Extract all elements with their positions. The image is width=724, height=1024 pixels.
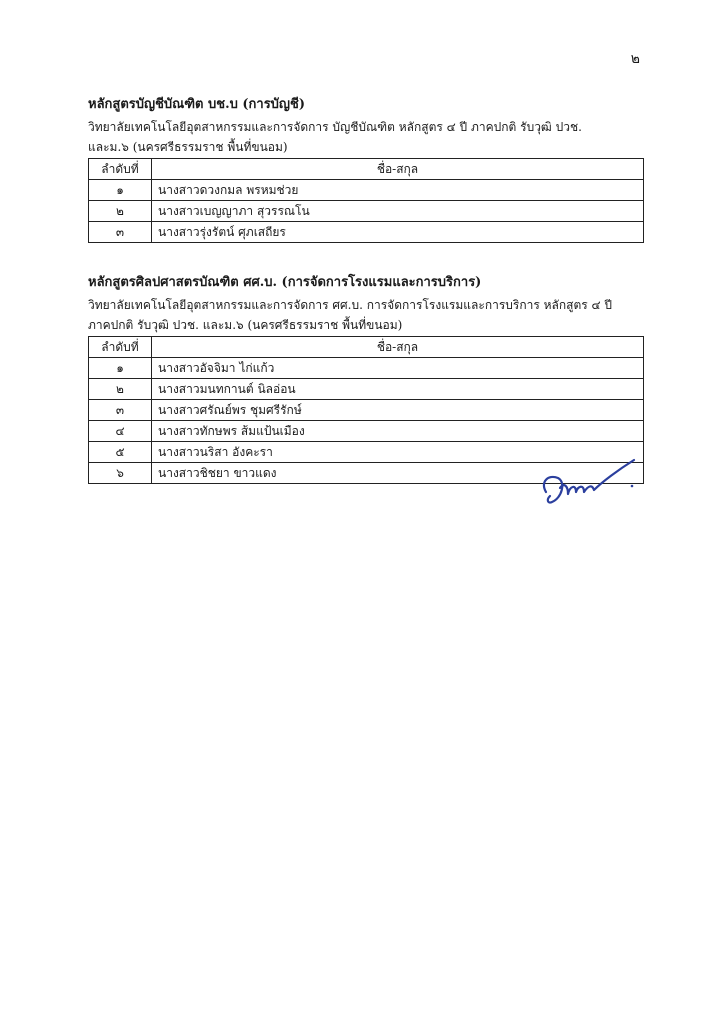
signature-mark	[538, 452, 642, 516]
section-description-line: วิทยาลัยเทคโนโลยีอุตสาหกรรมและการจัดการ บัญชีบัณฑิต หลักสูตร ๔ ปี ภาคปกติ รับวุฒิ ปวช.	[88, 120, 582, 134]
row-no: ๖	[89, 463, 152, 484]
row-no: ๓	[89, 222, 152, 243]
section-description-line: วิทยาลัยเทคโนโลยีอุตสาหกรรมและการจัดการ ศศ.บ. การจัดการโรงแรมและการบริการ หลักสูตร ๔ ปี	[88, 298, 613, 312]
section-title: หลักสูตรศิลปศาสตรบัณฑิต ศศ.บ. (การจัดการโรงแรมและการบริการ)	[88, 275, 482, 290]
table-row	[89, 180, 644, 201]
header-no: ลำดับที่	[89, 337, 152, 358]
page-number: ๒	[630, 51, 640, 67]
table-row	[89, 421, 644, 442]
section-accounting	[88, 96, 644, 243]
row-name: นางสาวรุ่งรัตน์ ศุภเสถียร	[152, 222, 644, 243]
row-no: ๑	[89, 358, 152, 379]
row-name: นางสาวนริสา อังคะรา	[152, 442, 644, 463]
table-header-row	[89, 159, 644, 180]
section-title: หลักสูตรบัญชีบัณฑิต บช.บ (การบัญชี)	[88, 97, 305, 112]
header-name: ชื่อ-สกุล	[152, 159, 644, 180]
row-no: ๕	[89, 442, 152, 463]
row-no: ๒	[89, 201, 152, 222]
row-name: นางสาวดวงกมล พรหมช่วย	[152, 180, 644, 201]
row-name: นางสาวอัจจิมา ไก่แก้ว	[152, 358, 644, 379]
row-no: ๓	[89, 400, 152, 421]
table-row	[89, 201, 644, 222]
header-no: ลำดับที่	[89, 159, 152, 180]
row-no: ๑	[89, 180, 152, 201]
table-row	[89, 400, 644, 421]
table-row	[89, 358, 644, 379]
section-description-line: และม.๖ (นครศรีธรรมราช พื้นที่ขนอม)	[88, 140, 288, 154]
table-row	[89, 222, 644, 243]
header-name: ชื่อ-สกุล	[152, 337, 644, 358]
student-table	[88, 158, 644, 243]
row-no: ๒	[89, 379, 152, 400]
row-name: นางสาวศรัณย์พร ชุมศรีรักษ์	[152, 400, 644, 421]
table-row	[89, 379, 644, 400]
row-name: นางสาวมนทกานต์ นิลอ่อน	[152, 379, 644, 400]
row-name: นางสาวทักษพร ส้มแป้นเมือง	[152, 421, 644, 442]
row-name: นางสาวเบญญาภา สุวรรณโน	[152, 201, 644, 222]
row-no: ๔	[89, 421, 152, 442]
table-header-row	[89, 337, 644, 358]
section-description-line: ภาคปกติ รับวุฒิ ปวช. และม.๖ (นครศรีธรรมราช พื้นที่ขนอม)	[88, 318, 403, 332]
row-name: นางสาวชิชยา ขาวแดง	[152, 463, 644, 484]
